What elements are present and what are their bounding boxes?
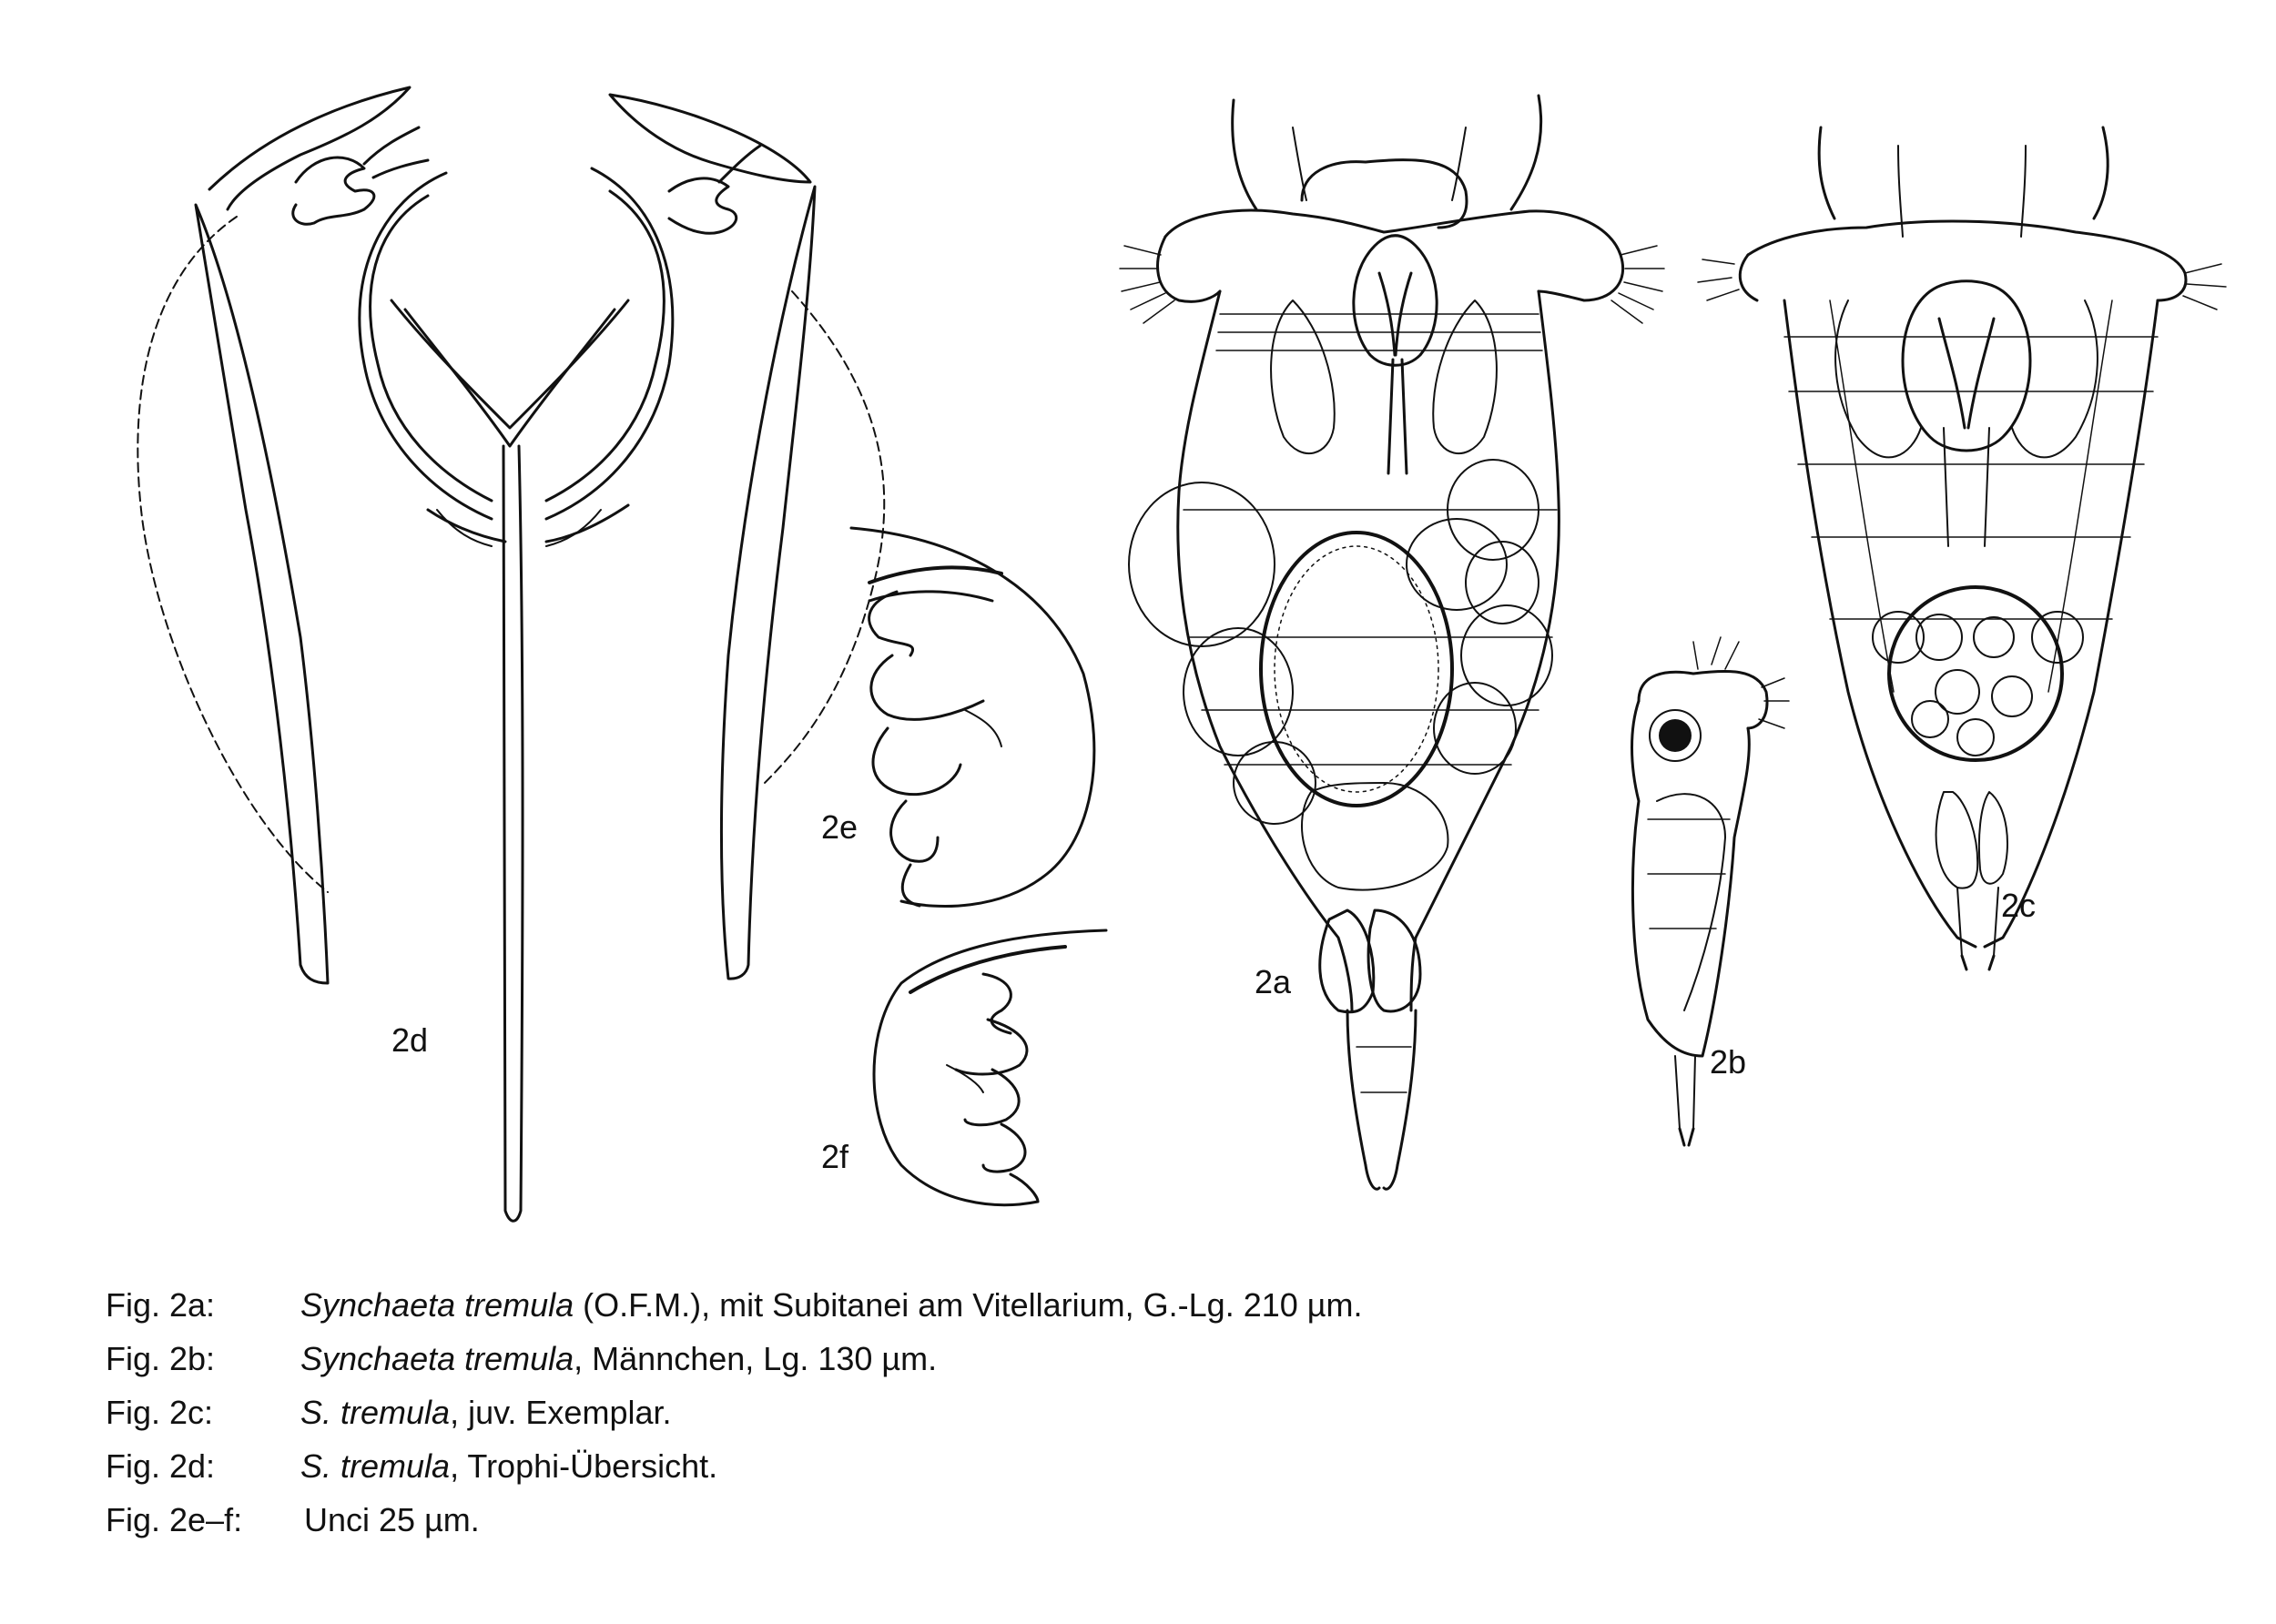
label-2d: 2d bbox=[391, 1021, 429, 1059]
caption-species: Synchaeta tremula bbox=[300, 1340, 574, 1377]
drawing-2d-trophi bbox=[137, 87, 884, 1221]
caption-2a bbox=[106, 1278, 2108, 1332]
label-2f: 2f bbox=[821, 1138, 849, 1175]
caption-2d bbox=[106, 1439, 2108, 1493]
caption-species: S. tremula bbox=[300, 1447, 451, 1485]
drawing-2e-uncus bbox=[851, 528, 1094, 907]
drawing-2f-uncus bbox=[874, 930, 1106, 1205]
caption-2e-f bbox=[106, 1493, 2108, 1547]
caption-id: Fig. 2a: bbox=[106, 1286, 216, 1324]
label-2e: 2e bbox=[821, 808, 859, 846]
caption-2b bbox=[106, 1332, 2108, 1385]
label-2b: 2b bbox=[1710, 1043, 1747, 1081]
caption-text: , Männchen, Lg. 130 µm. bbox=[574, 1340, 938, 1377]
caption-text: Unci 25 µm. bbox=[304, 1501, 480, 1538]
caption-species: Synchaeta tremula bbox=[300, 1286, 574, 1324]
drawing-2a-female bbox=[1120, 96, 1664, 1189]
caption-text: (O.F.M.), mit Subitanei am Vitellarium, G.-Lg. 210 µm. bbox=[574, 1286, 1363, 1324]
caption-id: Fig. 2b: bbox=[106, 1340, 216, 1377]
caption-text: , juv. Exemplar. bbox=[450, 1394, 672, 1431]
caption-text: , Trophi-Übersicht. bbox=[450, 1447, 718, 1485]
drawing-2c-juvenile bbox=[1698, 127, 2226, 969]
figure-captions bbox=[106, 1278, 2108, 1547]
caption-species: S. tremula bbox=[300, 1394, 451, 1431]
caption-2c bbox=[106, 1385, 2108, 1439]
label-2c: 2c bbox=[2001, 887, 2037, 924]
caption-id: Fig. 2e–f: bbox=[106, 1501, 243, 1538]
caption-id: Fig. 2c: bbox=[106, 1394, 214, 1431]
caption-id: Fig. 2d: bbox=[106, 1447, 216, 1485]
label-2a: 2a bbox=[1255, 963, 1292, 1000]
